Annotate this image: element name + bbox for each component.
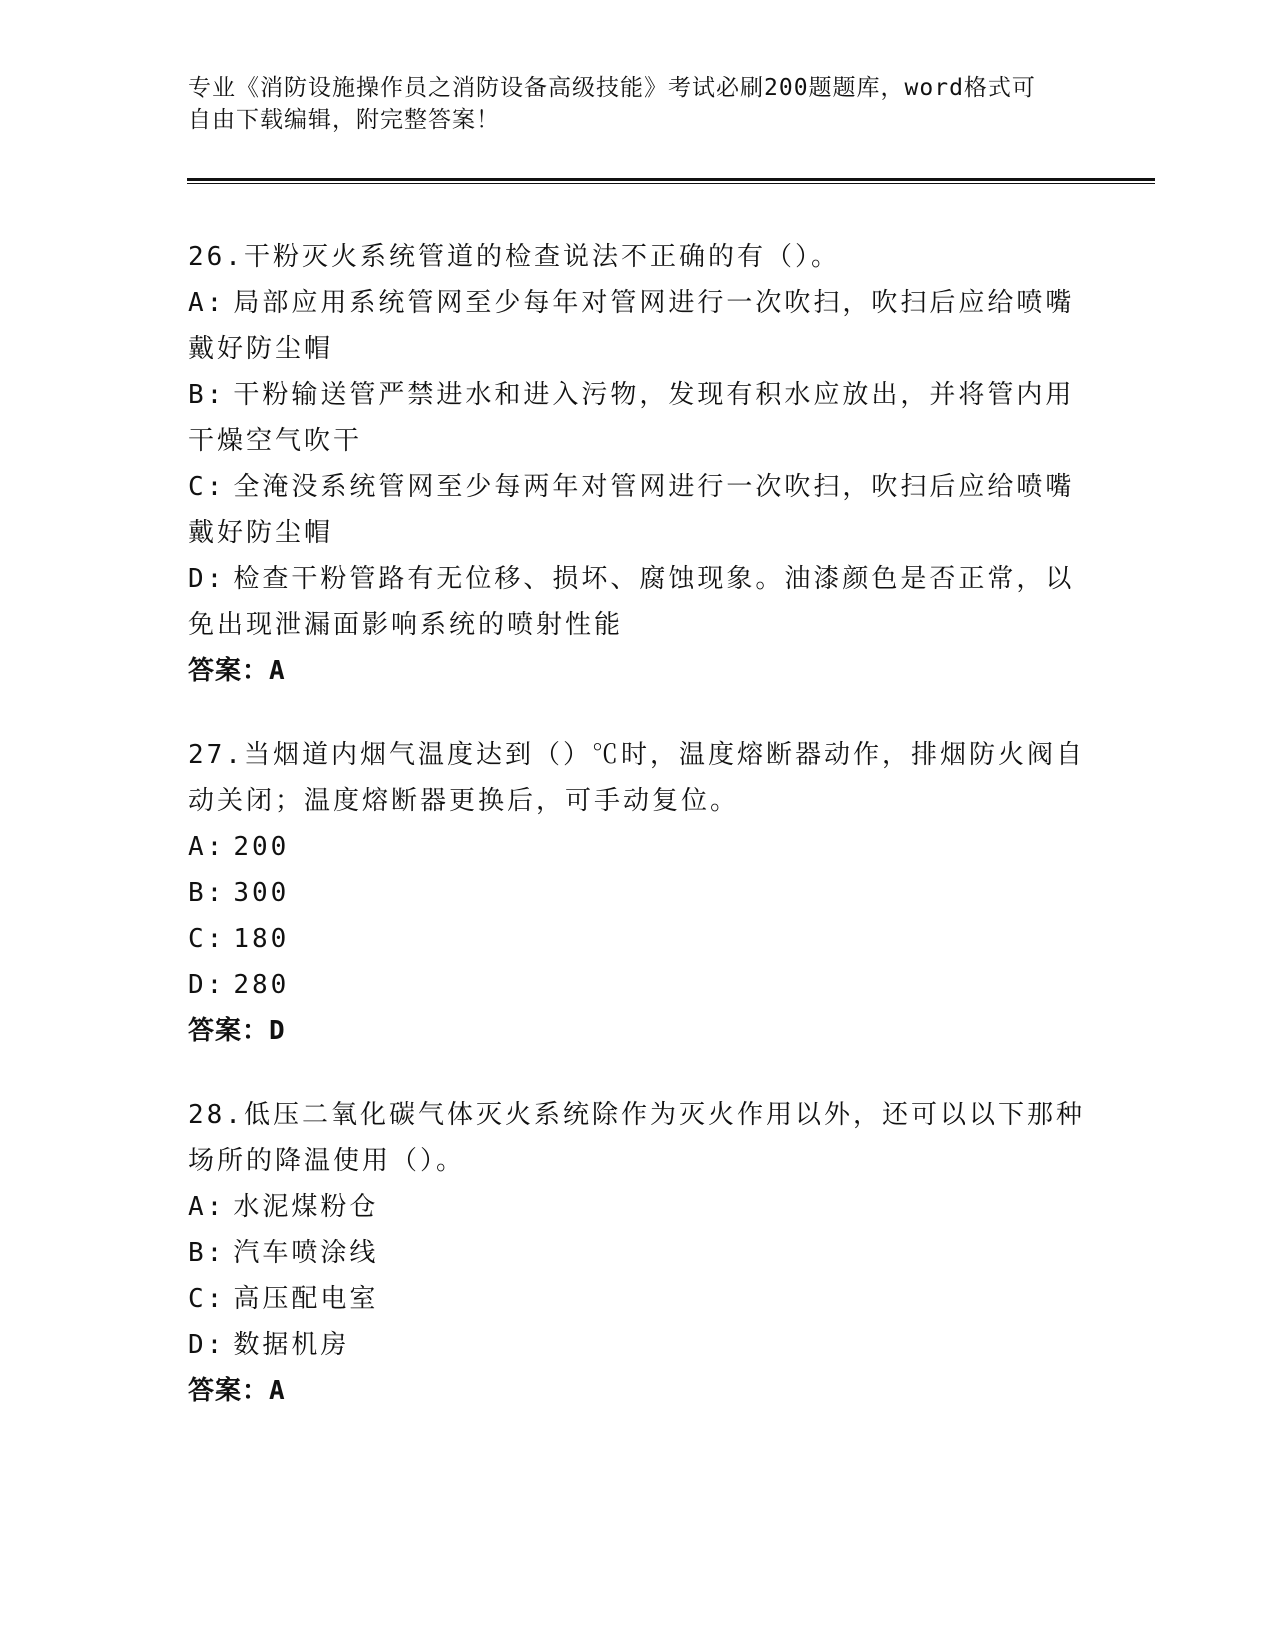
option-b [188,870,1088,916]
answer-line: 答案：A [188,656,286,686]
option-text: 汽车喷涂线 [233,1238,379,1268]
option-text: 200 [233,832,290,862]
option-prefix: B: [188,878,226,908]
option-text: 检查干粉管路有无位移、损坏、腐蚀现象。油漆颜色是否正常，以免出现泄漏面影响系统的喷射性能 [188,564,1075,640]
option-text: 干粉输送管严禁进水和进入污物，发现有积水应放出，并将管内用干燥空气吹干 [188,380,1075,456]
question-27 [188,732,1088,1054]
option-text: 180 [233,924,290,954]
header-rule-thin [187,183,1155,184]
option-text: 全淹没系统管网至少每两年对管网进行一次吹扫，吹扫后应给喷嘴戴好防尘帽 [188,472,1075,548]
option-a [188,280,1088,372]
option-text: 水泥煤粉仓 [233,1192,379,1222]
header-line-1: 专业《消防设施操作员之消防设备高级技能》考试必刷200题题库，word格式可 [188,75,1036,101]
document-header [188,72,1068,136]
question-stem: 26.干粉灭火系统管道的检查说法不正确的有（）。 [188,242,840,272]
question-stem: 28.低压二氧化碳气体灭火系统除作为灭火作用以外，还可以以下那种场所的降温使用（）。 [188,1100,1085,1176]
question-stem: 27.当烟道内烟气温度达到（）℃时，温度熔断器动作，排烟防火阀自动关闭；温度熔断器更换后，可手动复位。 [188,740,1085,816]
option-d [188,1322,1088,1368]
option-c [188,916,1088,962]
answer-line: 答案：A [188,1376,286,1406]
option-prefix: C: [188,924,226,954]
header-line-2: 自由下载编辑，附完整答案！ [188,107,500,133]
option-prefix: A: [188,832,226,862]
answer-line: 答案：D [188,1016,286,1046]
option-text: 300 [233,878,290,908]
question-28 [188,1092,1088,1414]
option-a [188,824,1088,870]
option-prefix: A: [188,1192,226,1222]
option-c [188,1276,1088,1322]
option-text: 局部应用系统管网至少每年对管网进行一次吹扫，吹扫后应给喷嘴戴好防尘帽 [188,288,1075,364]
option-prefix: C: [188,472,226,502]
question-26 [188,234,1088,694]
option-text: 高压配电室 [233,1284,379,1314]
option-prefix: A: [188,288,226,318]
option-d [188,962,1088,1008]
option-text: 280 [233,970,290,1000]
question-list [188,234,1088,1452]
option-prefix: B: [188,380,226,410]
option-a [188,1184,1088,1230]
option-prefix: D: [188,970,226,1000]
option-prefix: D: [188,1330,226,1360]
option-c [188,464,1088,556]
option-text: 数据机房 [233,1330,350,1360]
option-b [188,1230,1088,1276]
header-rule-thick [187,178,1155,181]
option-b [188,372,1088,464]
option-prefix: D: [188,564,226,594]
option-prefix: C: [188,1284,226,1314]
option-prefix: B: [188,1238,226,1268]
option-d [188,556,1088,648]
